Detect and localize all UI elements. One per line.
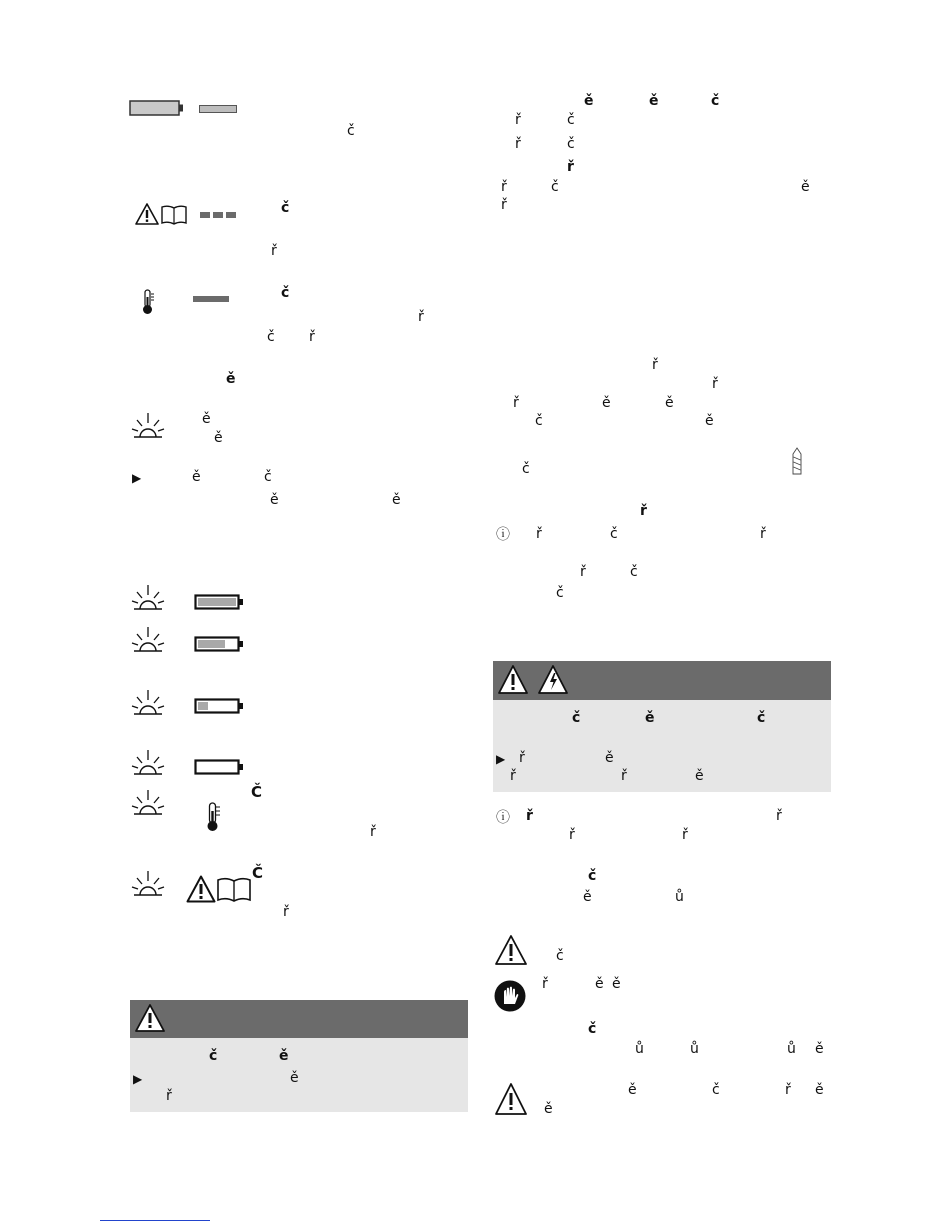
led-light-icon: [131, 688, 165, 716]
glyph: ů: [787, 1041, 796, 1057]
glyph: ě: [584, 93, 594, 109]
glyph: ě: [270, 492, 279, 508]
glyph: ě: [214, 430, 223, 446]
arrow-bullet-icon: ▶: [133, 1072, 143, 1086]
glyph: ě: [815, 1082, 824, 1098]
led-light-icon: [131, 583, 165, 611]
warning-triangle-icon: [497, 664, 529, 696]
level-segment: [226, 212, 236, 218]
manual-book-icon: [216, 876, 252, 903]
glyph: ř: [569, 827, 575, 843]
glyph: Č: [251, 783, 263, 801]
warning-triangle-icon: [494, 934, 528, 966]
footer-link-underline: [100, 1220, 210, 1221]
glyph: č: [572, 710, 581, 726]
glyph: č: [267, 329, 275, 345]
glyph: č: [281, 285, 290, 301]
glyph: ě: [192, 469, 201, 485]
glyph: ř: [283, 904, 289, 920]
glyph: ř: [652, 357, 658, 373]
glyph: ř: [370, 824, 376, 840]
warning-body: [493, 700, 831, 792]
glyph: č: [264, 469, 272, 485]
led-light-icon: [131, 625, 165, 653]
glyph: ř: [501, 179, 507, 195]
led-light-icon: [131, 869, 165, 897]
warning-header: [130, 1000, 468, 1038]
glyph: č: [556, 585, 564, 601]
warning-header: [493, 661, 831, 700]
glyph: ě: [583, 889, 592, 905]
glyph: ě: [695, 768, 704, 784]
glyph: ě: [226, 371, 236, 387]
glyph: ě: [815, 1041, 824, 1057]
glyph: ř: [526, 808, 533, 824]
manual-book-icon: [160, 204, 188, 225]
thermometer-icon: [141, 289, 155, 315]
level-segment: [200, 212, 210, 218]
glyph: ě: [279, 1048, 289, 1064]
glyph: č: [610, 526, 618, 542]
warning-triangle-icon: [186, 875, 216, 903]
glyph: ě: [202, 411, 211, 427]
warning-triangle-icon: [134, 1003, 166, 1033]
glyph: ř: [760, 526, 766, 542]
glyph: ů: [635, 1041, 644, 1057]
glyph: č: [712, 1082, 720, 1098]
glyph: ě: [602, 395, 611, 411]
glyph: ř: [515, 112, 521, 128]
glyph: ě: [544, 1101, 553, 1117]
glyph: ě: [628, 1082, 637, 1098]
glyph: ř: [166, 1088, 172, 1104]
glyph: ě: [612, 976, 621, 992]
led-light-icon: [131, 748, 165, 776]
arrow-bullet-icon: ▶: [496, 752, 506, 766]
glyph: ř: [776, 808, 782, 824]
glyph: č: [588, 868, 597, 884]
glyph: ě: [605, 750, 614, 766]
warning-triangle-icon: [494, 1082, 528, 1116]
glyph: ř: [536, 526, 542, 542]
thermometer-icon: [205, 802, 221, 832]
glyph: ů: [690, 1041, 699, 1057]
glyph: ě: [649, 93, 659, 109]
glyph: ř: [580, 564, 586, 580]
glyph: Č: [252, 864, 264, 882]
glyph: ř: [640, 503, 647, 519]
warning-triangle-icon: [135, 203, 159, 225]
warning-body: [130, 1038, 468, 1112]
led-light-icon: [131, 788, 165, 816]
glyph: č: [209, 1048, 218, 1064]
glyph: ů: [675, 889, 684, 905]
glyph: ě: [645, 710, 655, 726]
glyph: ě: [595, 976, 604, 992]
glyph: ř: [418, 309, 424, 325]
glyph: č: [281, 200, 290, 216]
glyph: ř: [682, 827, 688, 843]
glyph: č: [588, 1021, 597, 1037]
level-segment: [213, 212, 223, 218]
battery-icon: [194, 759, 244, 775]
glyph: ř: [712, 376, 718, 392]
glyph: ř: [542, 976, 548, 992]
info-icon: ⓘ: [496, 810, 510, 826]
level-bar: [193, 296, 229, 302]
glyph: ě: [392, 492, 401, 508]
glyph: ř: [621, 768, 627, 784]
led-light-icon: [131, 411, 165, 439]
glyph: č: [630, 564, 638, 580]
glyph: č: [757, 710, 766, 726]
glyph: ř: [519, 750, 525, 766]
glyph: č: [551, 179, 559, 195]
battery-icon: [194, 698, 244, 714]
battery-icon: [194, 594, 244, 610]
glyph: č: [556, 948, 564, 964]
glyph: ř: [513, 395, 519, 411]
glyph: ě: [290, 1070, 299, 1086]
glyph: ř: [309, 329, 315, 345]
glyph: ř: [510, 768, 516, 784]
glyph: ř: [567, 159, 574, 175]
glyph: č: [567, 112, 575, 128]
glyph: č: [711, 93, 720, 109]
arrow-bullet-icon: ▶: [132, 471, 142, 485]
electric-hazard-icon: [537, 664, 569, 696]
glyph: č: [567, 136, 575, 152]
level-bar: [199, 105, 237, 113]
info-icon: ⓘ: [496, 527, 510, 543]
wear-gloves-icon: [494, 980, 526, 1012]
battery-icon: [129, 100, 184, 117]
glyph: č: [522, 461, 530, 477]
drill-bit-icon: [791, 447, 803, 475]
battery-icon: [194, 636, 244, 652]
glyph: ě: [665, 395, 674, 411]
glyph: ř: [501, 197, 507, 213]
glyph: ř: [785, 1082, 791, 1098]
glyph: ř: [515, 136, 521, 152]
glyph: č: [347, 123, 355, 139]
glyph: č: [535, 413, 543, 429]
glyph: ě: [801, 179, 810, 195]
glyph: ě: [705, 413, 714, 429]
glyph: ř: [271, 243, 277, 259]
